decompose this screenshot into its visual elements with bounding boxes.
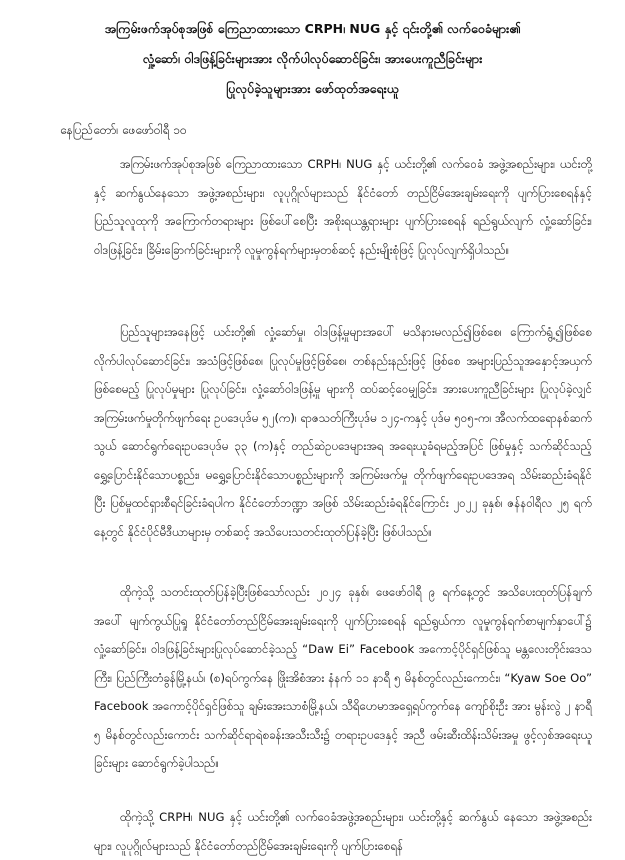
paragraph-3: ထိုကဲ့သို့ သတင်းထုတ်ပြန်ခဲ့ပြီးဖြစ်သော်လည်း ၂၀၂၄ ခုနှစ်၊ ဖေဖော်ဝါရီ ၉ ရက်နေ့တွင် အသိပေးထုတ်ပြန်ချက်အပေါ် မျက်ကွယ်ပြုရှု နိုင်ငံတော်တည်ငြိမ်အေးချမ်းရေးကို ပျက်ပြားစေရန် ရည်ရွယ်ကာ လူမှုကွန်ရက်စာမျက်နှာပေါ်၌ လှုံ့ဆော်ခြင်း၊ ဝါဒဖြန့်ခြင်းများပြုလုပ်ဆောင်ခဲ့သည့် “Daw Ei” Facebook အကောင့်ပိုင်ရှင်ဖြစ်သူ မန္တလေးတိုင်းဒေသကြီး၊ ပြည်ကြီးတံခွန်မြို့နယ်၊ (စ)ရပ်ကွက်နေ ဖြိုးအိစံအား နံနက် ၁၁ နာရီ ၅ မိနစ်တွင်လည်းကောင်း၊ “Kyaw Soe Oo” Facebook အကောင့်ပိုင်ရှင်ဖြစ်သူ ချမ်းအေးသာစံမြို့နယ်၊ သီရိဟေမာအရှေ့ရပ်ကွက်နေ ကျော်စိုးဦး အား မွန်းလွဲ ၂ နာရီ ၅ မိနစ်တွင်လည်းကောင်း သက်ဆိုင်ရာရဲစခန်းအသီးသီး၌ တရားဥပဒေနှင့် အညီ ဖမ်းဆီးထိန်းသိမ်းအမှု ဖွင့်လှစ်အရေးယူခြင်းများ ဆောင်ရွက်ခဲ့ပါသည်။: [94, 585, 592, 770]
title-line-3: ပြုလုပ်ခဲ့သူများအား ဖော်ထုတ်အရေးယူ: [226, 81, 399, 96]
paragraph-4: ထိုကဲ့သို့ CRPH၊ NUG နှင့် ယင်းတို့၏ လက်ဝေခံအဖွဲ့အစည်းများ၊ ယင်းတို့နှင့် ဆက်နွယ် နေသော အဖွဲ့အစည်းများ၊ လူပုဂ္ဂိုလ်များသည် နိုင်ငံတော်တည်ငြိမ်အေးချမ်းရေးကို ပျက်ပြားစေရန်: [94, 810, 592, 853]
dateline: နေပြည်တော်၊ ဖေဖော်ဝါရီ ၁၀: [60, 123, 187, 137]
paragraph-1: အကြမ်းဖက်အုပ်စုအဖြစ် ကြေညာထားသော CRPH၊ NUG နှင့် ယင်းတို့၏ လက်ဝေခံ အဖွဲ့အစည်းများ၊ ယင်းတို့နှင့် ဆက်နွယ်နေသော အဖွဲ့အစည်းများ၊ လူပုဂ္ဂိုလ်များသည် နိုင်ငံတော် တည်ငြိမ်အေးချမ်းရေးကို ပျက်ပြားစေရန်နှင့် ပြည်သူလူထုကို အကြောက်တရားများ ဖြစ်ပေါ်စေပြီး အစိုးရယန္တရားများ ပျက်ပြားစေရန် ရည်ရွယ်လျက် လှုံ့ဆော်ခြင်း၊ ဝါဒဖြန့်ခြင်း၊ ခြိမ်းခြောက်ခြင်းများကို လူမှုကွန်ရက်များမှတစ်ဆင့် နည်းမျိုးစုံဖြင့် ပြုလုပ်လျက်ရှိပါသည်။: [94, 157, 592, 257]
paragraph-2: ပြည်သူများအနေဖြင့် ယင်းတို့၏ လှုံ့ဆော်မှု၊ ဝါဒဖြန့်မှုများအပေါ် မသိနားမလည်၍ဖြစ်စေ၊ ကြောက်ရွံ့၍ဖြစ်စေ လိုက်ပါလုပ်ဆောင်ခြင်း၊ အသံဖြင့်ဖြစ်စေ၊ ပြုလုပ်မှုဖြင့်ဖြစ်စေ၊ တစ်နည်းနည်းဖြင့် ဖြစ်စေ အများပြည်သူအနှောင့်အယှက်ဖြစ်စေမည့် ပြုလုပ်မှုများ ပြုလုပ်ခြင်း၊ လှုံ့ဆော်ဝါဒဖြန့်မှု များကို ထပ်ဆင့်ဝေမျှခြင်း၊ အားပေးကူညီခြင်းများ ပြုလုပ်ခဲ့လျှင် အကြမ်းဖက်မှုတိုက်ဖျက်ရေး ဥပဒေပုဒ်မ ၅၂(က)၊ ရာဇသတ်ကြီးပုဒ်မ ၁၂၄-ကနှင့် ပုဒ်မ ၅၀၅-က၊ အီလက်ထရောနစ်ဆက်သွယ် ဆောင်ရွက်ရေးဥပဒေပုဒ်မ ၃၃ (က)နှင့် တည်ဆဲဥပဒေများအရ အရေးယူခံရမည့်အပြင် ဖြစ်မှုနှင့် သက်ဆိုင်သည့် ရွှေ့ပြောင်းနိုင်သောပစ္စည်း၊ မရွှေ့ပြောင်းနိုင်သောပစ္စည်းများကို အကြမ်းဖက်မှု တိုက်ဖျက်ရေးဥပဒေအရ သိမ်းဆည်းခံရနိုင်ပြီး ပြစ်မှုထင်ရှားစီရင်ခြင်းခံရပါက နိုင်ငံတော်ဘဏ္ဍာ အဖြစ် သိမ်းဆည်းခံရနိုင်ကြောင်း ၂၀၂၂ ခုနှစ်၊ ဇန်နဝါရီလ ၂၅ ရက်နေ့တွင် နိုင်ငံပိုင်မီဒီယာများမှ တစ်ဆင့် အသိပေးသတင်းထုတ်ပြန်ခဲ့ပြီး ဖြစ်ပါသည်။: [94, 325, 592, 539]
title-line-1: အကြမ်းဖက်အုပ်စုအဖြစ် ကြေညာထားသော CRPH၊ NUG နှင့် ၎င်းတို့၏ လက်ဝေခံများ၏: [104, 21, 521, 36]
title-line-2: လှုံ့ဆော်၊ ဝါဒဖြန့်ခြင်းများအား လိုက်ပါလုပ်ဆောင်ခြင်း၊ အားပေးကူညီခြင်းများ: [142, 51, 483, 66]
document-title: [60, 14, 565, 104]
